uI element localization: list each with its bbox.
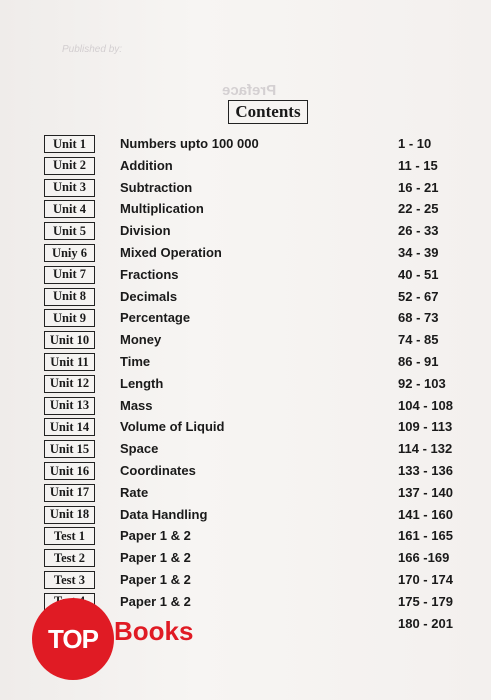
page-range: 170 - 174 [398,572,453,587]
unit-label: Unit 12 [44,375,95,393]
ghost-preface: Preface [222,82,277,99]
unit-label: Unit 14 [44,418,95,436]
unit-label: Unit 2 [44,157,95,175]
topic-title: Length [120,375,164,391]
unit-label: Unit 13 [44,397,95,415]
page-range: 52 - 67 [398,288,439,304]
topic-title: Volume of Liquid [120,419,225,435]
topic-title: Paper 1 & 2 [120,572,191,587]
page-range: 109 - 113 [398,419,453,435]
topic-title: Coordinates [120,463,196,478]
topic-title: Mixed Operation [120,245,222,260]
topic-title: Paper 1 & 2 [120,550,191,566]
page-range: 175 - 179 [398,593,453,609]
contents-row [0,265,491,287]
page-range: 11 - 15 [398,157,438,173]
contents-row [0,134,491,156]
unit-label: Test 2 [44,549,95,567]
page-range: 86 - 91 [398,354,439,369]
contents-row [0,417,491,439]
page-range: 104 - 108 [398,397,453,413]
contents-row [0,505,491,527]
contents-row [0,178,491,200]
topic-title: Addition [120,157,173,173]
unit-label: Unit 18 [44,506,95,524]
page-range: 68 - 73 [398,310,439,326]
logo-top-text: TOP [48,623,98,654]
unit-label: Unit 7 [44,266,95,284]
page-range: 141 - 160 [398,506,453,522]
unit-label: Test 3 [44,571,95,589]
topic-title: Division [120,223,171,239]
contents-row [0,287,491,309]
unit-label: Unit 3 [44,179,95,197]
topic-title: Data Handling [120,506,208,522]
contents-row [0,156,491,178]
contents-row [0,330,491,352]
contents-heading: Contents [228,100,308,124]
page-range: 137 - 140 [398,484,453,500]
contents-row [0,570,491,592]
page-range: 34 - 39 [398,245,439,260]
page-range: 1 - 10 [398,136,432,151]
page-range: 92 - 103 [398,375,446,391]
contents-row [0,352,491,374]
logo-books-text: Books [114,616,194,646]
page-range: 133 - 136 [398,463,453,478]
page-range: 26 - 33 [398,223,439,239]
contents-row [0,374,491,396]
page-range: 180 - 201 [398,615,453,631]
contents-row [0,396,491,418]
topic-title: Percentage [120,310,191,326]
unit-label: Unit 5 [44,222,95,240]
unit-label: Unit 8 [44,288,95,306]
unit-label: Unit 1 [44,135,95,153]
contents-row [0,526,491,548]
contents-row [0,243,491,265]
topic-title: Numbers upto 100 000 [120,136,259,151]
page-range: 114 - 132 [398,441,453,457]
page-range: 161 - 165 [398,528,453,544]
contents-row [0,308,491,330]
contents-row [0,439,491,461]
page-range: 40 - 51 [398,266,439,282]
page-range: 166 -169 [398,550,450,566]
topic-title: Mass [120,397,153,413]
contents-row [0,461,491,483]
topic-title: Paper 1 & 2 [120,593,191,609]
topic-title: Decimals [120,288,178,304]
topic-title: Multiplication [120,201,204,217]
page-range: 16 - 21 [398,179,439,195]
ghost-published-by: Published by: [62,44,123,55]
unit-label: Unit 10 [44,331,95,349]
topic-title: Rate [120,484,149,500]
unit-label: Unit 9 [44,309,95,327]
topic-title: Paper 1 & 2 [120,528,191,544]
topic-title: Subtraction [120,179,193,195]
topic-title: Space [120,441,159,457]
topic-title: Fractions [120,266,179,282]
unit-label: Unit 16 [44,462,95,480]
topic-title: Money [120,332,162,348]
unit-label: Test 1 [44,527,95,545]
contents-row [0,548,491,570]
unit-label: Unit 11 [44,353,95,371]
topic-title: Time [120,354,151,369]
unit-label: Unit 15 [44,440,95,458]
unit-label: Unit 4 [44,200,95,218]
page-range: 74 - 85 [398,332,439,348]
page-range: 22 - 25 [398,201,439,217]
contents-row [0,483,491,505]
contents-row [0,221,491,243]
unit-label: Unit 17 [44,484,95,502]
unit-label: Uniy 6 [44,244,95,262]
topbooks-logo [32,598,114,680]
contents-row [0,199,491,221]
